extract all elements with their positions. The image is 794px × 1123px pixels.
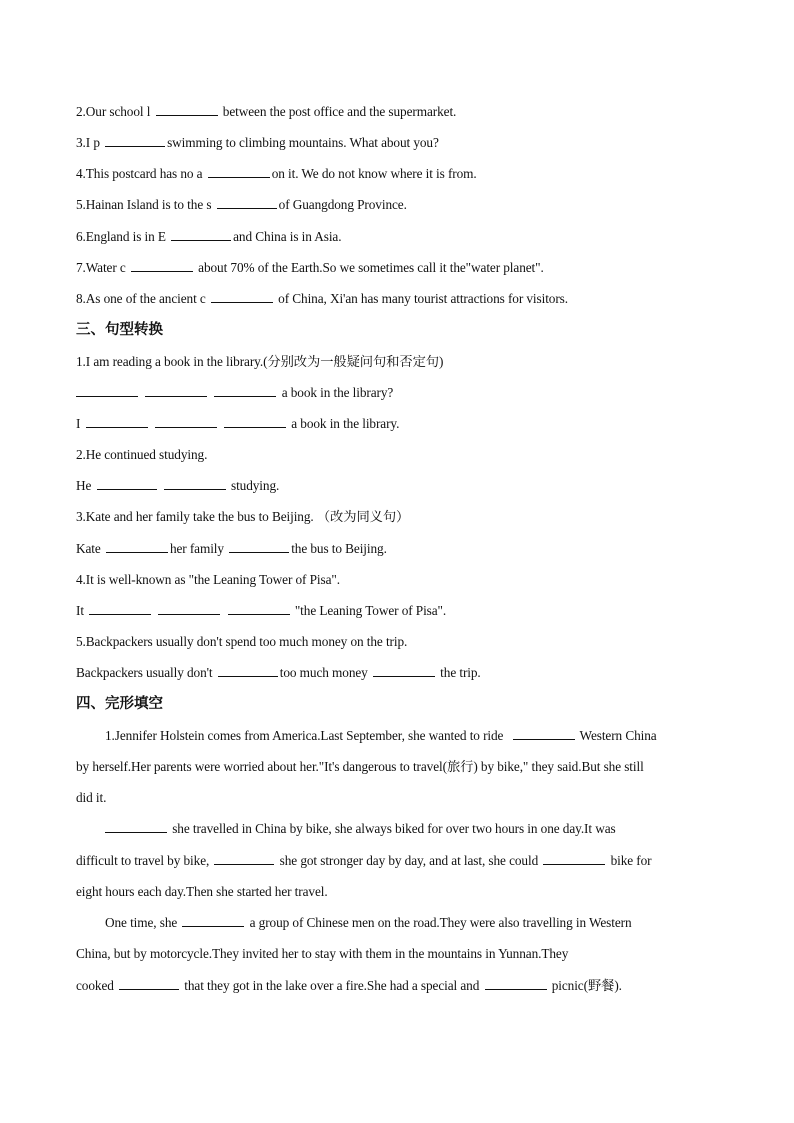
cloze-paragraph-3-line-2: China, but by motorcycle.They invited her to stay with them in the mountains in Yunnan.They: [76, 946, 569, 961]
cloze-paragraph-3-line-1: One time, she a group of Chinese men on the road.They were also travelling in Western: [105, 915, 632, 930]
vocab-question-4: 4.This postcard has no a on it. We do not know where it is from.: [76, 166, 477, 181]
answer-blank[interactable]: [131, 259, 193, 272]
answer-blank[interactable]: [89, 602, 151, 615]
transform-question-3-answer: Kate her family the bus to Beijing.: [76, 541, 387, 556]
transform-question-2-prompt: 2.He continued studying.: [76, 447, 208, 462]
cloze-paragraph-1-line-2: by herself.Her parents were worried about her."It's dangerous to travel(旅行) by bike," they said.But she still: [76, 759, 644, 774]
transform-question-4-prompt: 4.It is well-known as "the Leaning Tower of Pisa".: [76, 572, 340, 587]
answer-blank[interactable]: [164, 477, 226, 490]
transform-question-1-question-form: a book in the library?: [76, 384, 726, 402]
vocab-question-2: 2.Our school l between the post office and the supermarket.: [76, 104, 457, 119]
answer-blank[interactable]: [208, 165, 270, 178]
answer-blank[interactable]: [97, 477, 157, 490]
cloze-paragraph-3-line-3: cooked that they got in the lake over a fire.She had a special and picnic(野餐).: [76, 978, 622, 993]
cloze-paragraph-2-line-2: difficult to travel by bike, she got stronger day by day, and at last, she could bike for: [76, 853, 652, 868]
answer-blank[interactable]: [218, 664, 278, 677]
cloze-paragraph-2-line-3: eight hours each day.Then she started her travel.: [76, 884, 328, 899]
answer-blank[interactable]: [86, 415, 148, 428]
transform-question-4-answer: It "the Leaning Tower of Pisa".: [76, 603, 447, 618]
answer-blank[interactable]: [171, 228, 231, 241]
vocab-question-8: 8.As one of the ancient c of China, Xi'an has many tourist attractions for visitors.: [76, 291, 568, 306]
section-4-heading: 四、完形填空: [76, 696, 163, 712]
answer-blank[interactable]: [156, 103, 218, 116]
vocab-question-5: 5.Hainan Island is to the s of Guangdong Province.: [76, 197, 407, 212]
answer-blank[interactable]: [217, 196, 277, 209]
answer-blank[interactable]: [228, 602, 290, 615]
transform-question-5-answer: Backpackers usually don't too much money the trip.: [76, 665, 481, 680]
answer-blank[interactable]: [513, 727, 575, 740]
answer-blank[interactable]: [105, 134, 165, 147]
answer-blank[interactable]: [214, 384, 276, 397]
transform-question-2-answer: He studying.: [76, 478, 280, 493]
transform-question-1-prompt: 1.I am reading a book in the library.(分别改为一般疑问句和否定句): [76, 354, 444, 369]
section-3-heading: 三、句型转换: [76, 322, 163, 338]
answer-blank[interactable]: [224, 415, 286, 428]
answer-blank[interactable]: [485, 977, 547, 990]
answer-blank[interactable]: [211, 290, 273, 303]
answer-blank[interactable]: [119, 977, 179, 990]
answer-blank[interactable]: [182, 914, 244, 927]
answer-blank[interactable]: [155, 415, 217, 428]
answer-blank[interactable]: [214, 852, 274, 865]
vocab-question-6: 6.England is in E and China is in Asia.: [76, 229, 342, 244]
vocab-question-3: 3.I p swimming to climbing mountains. What about you?: [76, 135, 439, 150]
answer-blank[interactable]: [145, 384, 207, 397]
answer-blank[interactable]: [105, 820, 167, 833]
answer-blank[interactable]: [158, 602, 220, 615]
answer-blank[interactable]: [76, 384, 138, 397]
cloze-paragraph-1-line-1: 1.Jennifer Holstein comes from America.Last September, she wanted to ride Western China: [105, 728, 657, 743]
cloze-paragraph-2-line-1: she travelled in China by bike, she always biked for over two hours in one day.It was: [105, 820, 755, 838]
answer-blank[interactable]: [229, 540, 289, 553]
answer-blank[interactable]: [373, 664, 435, 677]
transform-question-3-prompt: 3.Kate and her family take the bus to Beijing. （改为同义句）: [76, 509, 410, 524]
transform-question-1-negative-form: I a book in the library.: [76, 416, 400, 431]
answer-blank[interactable]: [543, 852, 605, 865]
vocab-question-7: 7.Water c about 70% of the Earth.So we sometimes call it the"water planet".: [76, 260, 544, 275]
answer-blank[interactable]: [106, 540, 168, 553]
transform-question-5-prompt: 5.Backpackers usually don't spend too much money on the trip.: [76, 634, 408, 649]
cloze-paragraph-1-line-3: did it.: [76, 790, 107, 805]
